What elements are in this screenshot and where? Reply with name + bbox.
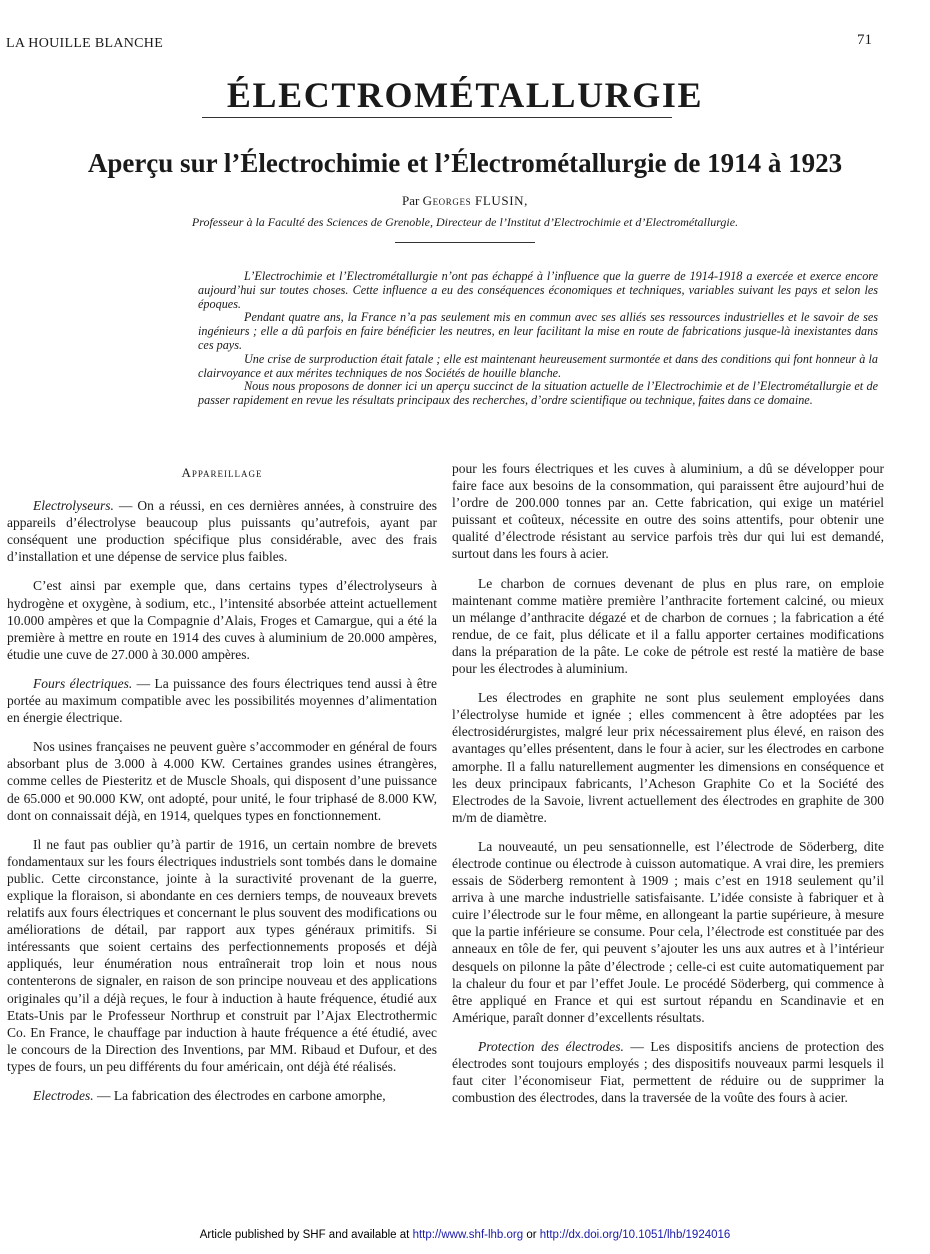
run-in-heading: Electrolyseurs. bbox=[33, 498, 114, 514]
body-paragraph: Nos usines françaises ne peuvent guère s’accommoder en général de fours absorbant plus de 3.000 à 4.000 KW. Certaines grandes usines étrangères, comme celles de Piesteritz et de Muscle Shoals, qui disposent d’une puissance de 65.000 et 90.000 KW, ont adopté, pour unité, le four triphasé de 8.000 KW, dont on connaissait déjà, en 1914, quelques types en fonctionnement. bbox=[7, 739, 437, 823]
body-paragraph: La nouveauté, un peu sensationnelle, est l’électrode de Söderberg, dite électrode continue ou électrode à cuisson automatique. A vrai dire, les premiers essais de Söderberg remontent à 1909 ; mais c’est en 1918 seulement qu’il arriva à une marche industrielle satisfaisante. L’idée consiste à fabriquer et à cuire l’électrode sur le four même, en allongeant la partie supérieure, à mesure que la partie inférieure se consume. Pour cela, l’électrode est constituée par des anneaux en tôle de fer, qui peuvent s’ajouter les uns aux autres et à l’intérieur desquels on pilonne la pâte d’électrode ; celle-ci est cuite automatiquement par la chaleur du four et par l’effet Joule. Le procédé Söderberg, qui commence à être appliqué en France et qui est surtout répandu en Scandinavie et en Amérique, paraît donner d’excellents résultats. bbox=[452, 838, 884, 1025]
run-in-heading: Protection des électrodes. bbox=[478, 1038, 624, 1054]
running-head: LA HOUILLE BLANCHE bbox=[6, 36, 164, 51]
abstract-paragraph: L’Electrochimie et l’Electrométallurgie n’ont pas échappé à l’influence que la guerre de 1914-1918 a exercée et exerce encore aujourd’hui sur toutes choses. Cette influence a eu des conséquences économiques et techniques, variables suivant les pays et selon les époques. bbox=[198, 269, 878, 311]
byline-prefix: Par bbox=[402, 193, 420, 208]
body-paragraph: Il ne faut pas oublier qu’à partir de 1916, un certain nombre de brevets fondamentaux sur les fours électriques industriels sont tombés dans le domaine public. Cette circonstance, jointe à la suractivité provenant de la guerre, explique la floraison, si abondante en ces derniers temps, de nouveaux brevets relatifs aux fours électriques et concernant le plus souvent des modifications ou améliorations de détail, par rapport aux types généraux primitifs. Si intéressants que soient certains des perfectionnements proposés et déjà appliqués, leur énumération nous entraînerait trop loin et nous nous contenterons de signaler, en raison de son principe nouveau et des applications originales qu’il a déjà reçues, le four à induction à haute fréquence, étudié aux Etats-Unis par le Professeur Northrup et construit par l’Ajax Electrothermic Co. En France, le chauffage par induction à haute fréquence a été étudié, avec le concours de la Direction des Inventions, par MM. Ribaud et Dufour, et des types de fours, un peu différents du four américain, ont déjà été réalisés. bbox=[7, 836, 437, 1074]
article-title: Aperçu sur l’Électrochimie et l’Électrométallurgie de 1914 à 1923 bbox=[87, 148, 843, 178]
doi-link[interactable]: http://dx.doi.org/10.1051/lhb/1924016 bbox=[539, 1229, 731, 1241]
paragraph-text: — On a réussi, en ces dernières années, à construire des appareils d’électrolyse beaucoup plus puissants qu’autrefois, ayant par conséquent une production spécifique plus considérable, avec des frais d’installation et une dépense de service plus faibles. bbox=[7, 498, 437, 565]
author-rule bbox=[395, 242, 535, 243]
body-paragraph: pour les fours électriques et les cuves à aluminium, a dû se développer pour faire face aux besoins de la consommation, qui paraissent être aujourd’hui de l’ordre de 200.000 tonnes par an. Cette fabrication, qui exige un matériel puissant et coûteux, nécessite en outre des soins attentifs, pour obtenir une qualité d’électrode résistant au service parfois très dur qui lui est demandé, surtout dans les fours à acier. bbox=[452, 461, 884, 562]
body-paragraph bbox=[452, 1038, 884, 1106]
body-paragraph: Le charbon de cornues devenant de plus en plus rare, on emploie maintenant comme matière première l’anthracite fortement calciné, ou mieux un mélange d’anthracite dégazé et de charbon de cornues ; la fabrication a été rendue, de ce fait, plus délicate et il a fallu apporter certaines modifications dans la préparation de la pâte. Le coke de pétrole est resté la matière de base pour les électrodes à aluminium. bbox=[452, 575, 884, 677]
paragraph-text: — La puissance des fours électriques tend aussi à être portée au maximum compatible avec les possibilités moyennes d’alimentation en énergie électrique. bbox=[7, 675, 437, 726]
body-paragraph: Les électrodes en graphite ne sont plus seulement employées dans l’électrolyse humide et ignée ; elles commencent à être adoptées par les électrosidérurgistes, malgré leur prix nécessairement plus élevé, en raison des avantages qu’elles présentent, dans le four à acier, sur les électrodes en carbone amorphe. Il a fallu naturellement augmenter les dimensions en conséquence et les deux principaux fabricants, l’Acheson Graphite Co et la Société des Electrodes de la Savoie, livrent actuellement des électrodes en graphite de 300 m/m de diamètre. bbox=[452, 690, 884, 825]
paragraph-text: — Les dispositifs anciens de protection des électrodes sont toujours employés ; des dispositifs nouveaux parmi lesquels il faut citer l’économiseur Fiat, permettent de réduire ou de supprimer la combustion des électrodes, dans la traversée de la voûte des fours à acier. bbox=[452, 1038, 884, 1106]
paragraph-text: — La fabrication des électrodes en carbone amorphe, bbox=[93, 1088, 386, 1103]
abstract-paragraph: Une crise de surproduction était fatale ; elle est maintenant heureusement surmontée et dans des conditions qui font honneur à la clairvoyance et aux mérites techniques de nos Sociétés de houille blanche. bbox=[198, 351, 878, 380]
right-column bbox=[452, 460, 884, 1118]
body-paragraph bbox=[7, 675, 437, 726]
left-column bbox=[7, 460, 437, 1116]
author-affiliation: Professeur à la Faculté des Sciences de Grenoble, Directeur de l’Institut d’Electrochimie et d’Electrométallurgie. bbox=[191, 215, 739, 229]
section-heading: Appareillage bbox=[181, 465, 263, 480]
publisher-footer bbox=[0, 1229, 930, 1241]
footer-text: Article published by SHF and available at bbox=[199, 1229, 413, 1241]
footer-text: or bbox=[523, 1229, 540, 1241]
abstract bbox=[198, 270, 878, 408]
body-paragraph bbox=[7, 497, 437, 565]
byline bbox=[0, 193, 930, 209]
run-in-heading: Electrodes. bbox=[33, 1088, 94, 1103]
section-title: ÉLECTROMÉTALLURGIE bbox=[226, 75, 704, 115]
body-paragraph bbox=[7, 1087, 437, 1104]
run-in-heading: Fours électriques. bbox=[33, 675, 133, 691]
body-paragraph: C’est ainsi par exemple que, dans certains types d’électrolyseurs à hydrogène et oxygène, à sodium, etc., l’intensité absorbée atteint actuellement 10.000 ampères et que la Compagnie d’Alais, Froges et Camargue, qui a été la première à mettre en route en 1914 des cuves à aluminium de 20.000 ampères, étudie une cuve de 27.000 à 30.000 ampères. bbox=[7, 578, 437, 662]
author-name: Georges FLUSIN, bbox=[422, 193, 528, 208]
shf-link[interactable]: http://www.shf-lhb.org bbox=[412, 1229, 524, 1241]
abstract-paragraph: Nous nous proposons de donner ici un aperçu succinct de la situation actuelle de l’Electrochimie et de l’Electrométallurgie et de passer rapidement en revue les résultats principaux des recherches, d’ordre scientifique ou technique, faites dans ce domaine. bbox=[198, 379, 878, 408]
title-rule bbox=[202, 117, 672, 118]
page-number: 71 bbox=[857, 32, 872, 48]
abstract-paragraph: Pendant quatre ans, la France n’a pas seulement mis en commun avec ses alliés ses ressources industrielles et le savoir de ses ingénieurs ; elle a dû parfois en faire bénéficier les neutres, en leur facilitant la mise en route de fabrications jusque-là inexistantes dans ces pays. bbox=[198, 310, 878, 352]
